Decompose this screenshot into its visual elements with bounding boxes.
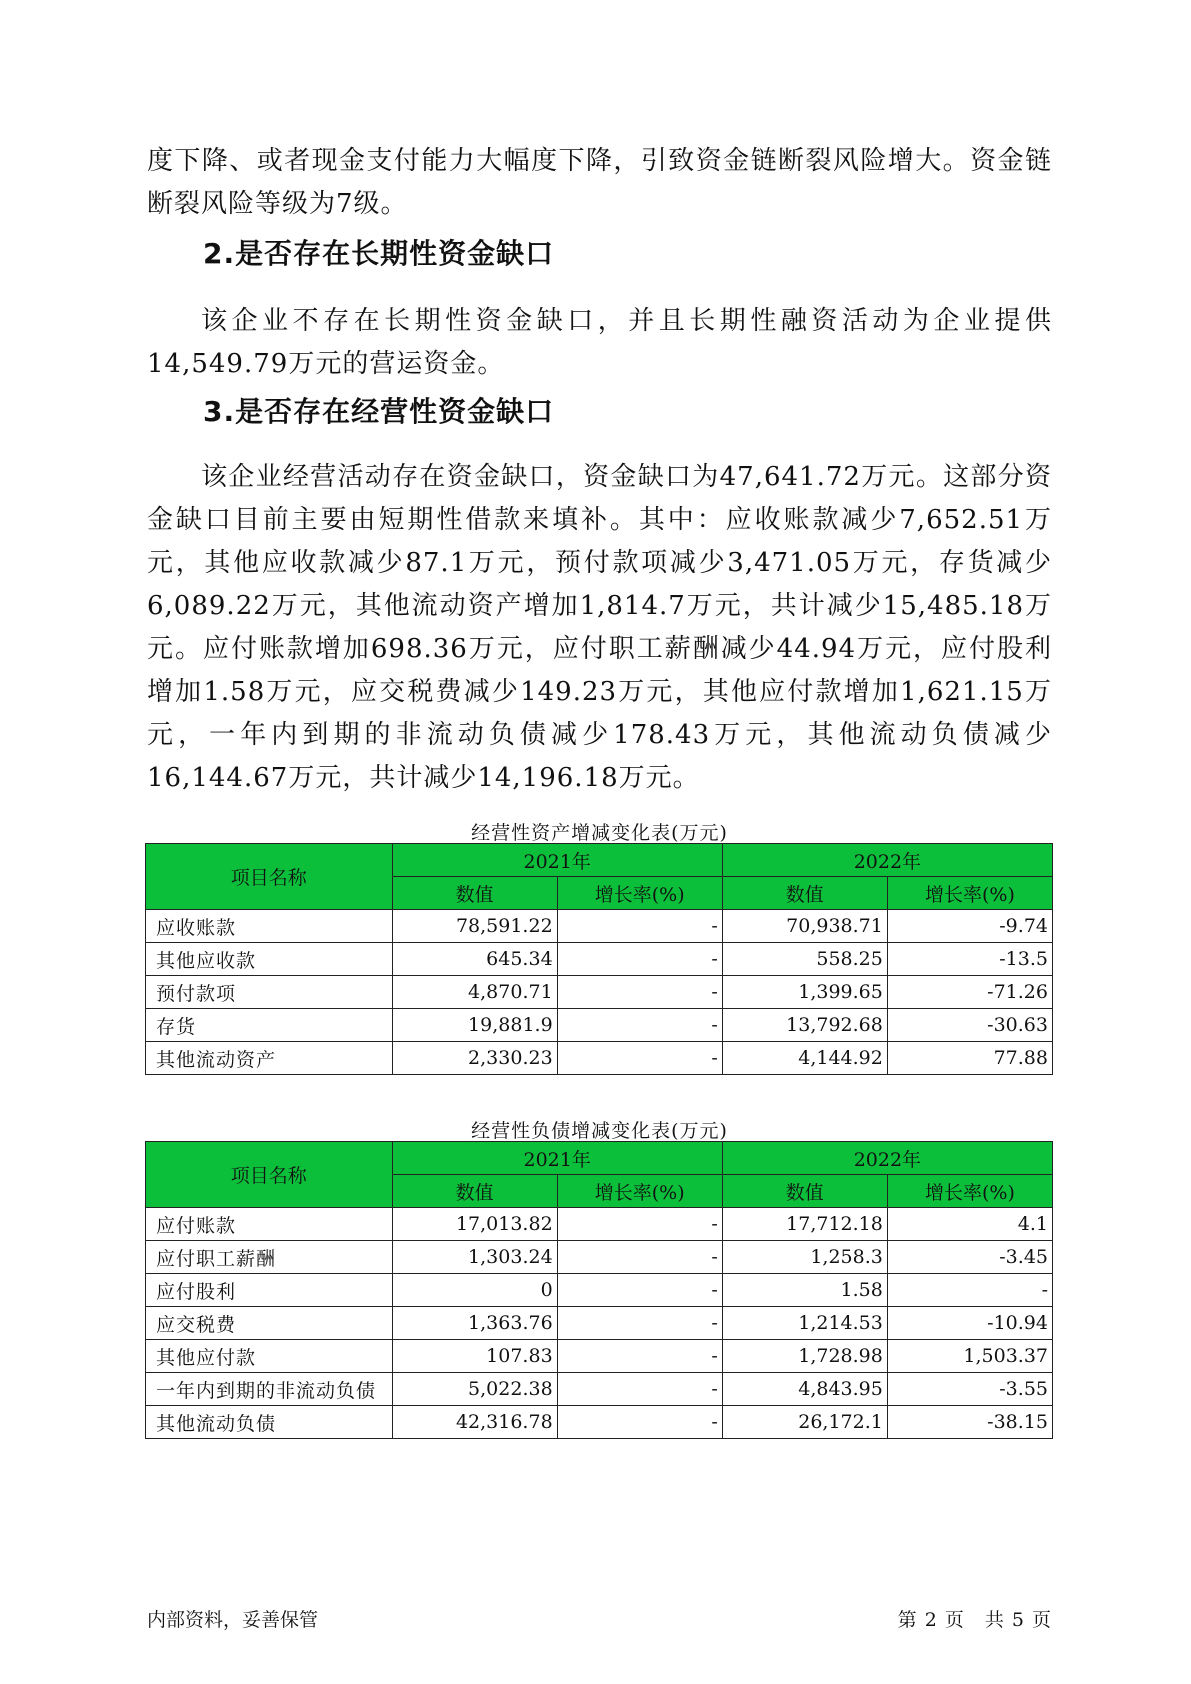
value-2022: 4,843.95 [722,1373,887,1406]
growth-2021: - [557,1274,722,1307]
value-2021: 107.83 [392,1340,557,1373]
growth-2022: -3.55 [887,1373,1052,1406]
value-2021: 1,303.24 [392,1241,557,1274]
value-2022: 1,728.98 [722,1340,887,1373]
header-growth-2022: 增长率(%) [887,1175,1052,1208]
growth-2022: 4.1 [887,1208,1052,1241]
table-row [146,1274,1053,1307]
assets-table-title: 经营性资产增减变化表(万元) [471,822,728,844]
row-name: 其他应付款 [146,1340,393,1373]
paragraph-operating-gap: 该企业经营活动存在资金缺口，资金缺口为47,641.72万元。这部分资金缺口目前主要由短期性借款来填补。其中：应收账款减少7,652.51万元，其他应收款减少87.1万元，预付款项减少3,471.05万元，存货减少6,089.22万元，其他流动资产增加1,814.7万元，共计减少15,485.18万元。应付账款增加698.36万元，应付职工薪酬减少44.94万元，应付股利增加1.58万元，应交税费减少149.23万元，其他应付款增加1,621.15万元，一年内到期的非流动负债减少178.43万元，其他流动负债减少16,144.67万元，共计减少14,196.18万元。 [147,462,1052,793]
heading-operating-gap: 3.是否存在经营性资金缺口 [203,395,555,428]
value-2021: 5,022.38 [392,1373,557,1406]
table-row [146,976,1053,1009]
value-2022: 1.58 [722,1274,887,1307]
growth-2022: - [887,1274,1052,1307]
growth-2022: -9.74 [887,910,1052,943]
value-2022: 26,172.1 [722,1406,887,1439]
value-2022: 17,712.18 [722,1208,887,1241]
growth-2021: - [557,1241,722,1274]
header-growth-2021: 增长率(%) [557,1175,722,1208]
growth-2021: - [557,1042,722,1075]
header-item-name: 项目名称 [146,844,393,910]
value-2021: 1,363.76 [392,1307,557,1340]
table-row [146,1307,1053,1340]
growth-2022: -10.94 [887,1307,1052,1340]
growth-2021: - [557,1373,722,1406]
growth-2022: -3.45 [887,1241,1052,1274]
row-name: 预付款项 [146,976,393,1009]
table-row [146,1241,1053,1274]
liabilities-table [145,1141,1053,1439]
header-year-2021: 2021年 [392,844,722,877]
header-value-2022: 数值 [722,1175,887,1208]
footer-page-number: 第 2 页 共 5 页 [897,1609,1052,1631]
table-row [146,1042,1053,1075]
growth-2021: - [557,976,722,1009]
growth-2022: 77.88 [887,1042,1052,1075]
value-2021: 2,330.23 [392,1042,557,1075]
value-2021: 42,316.78 [392,1406,557,1439]
header-value-2021: 数值 [392,1175,557,1208]
growth-2021: - [557,1009,722,1042]
value-2021: 0 [392,1274,557,1307]
paragraph-risk-level: 度下降、或者现金支付能力大幅度下降，引致资金链断裂风险增大。资金链断裂风险等级为7级。 [147,146,1052,219]
growth-2021: - [557,1307,722,1340]
row-name: 应收账款 [146,910,393,943]
table-row [146,943,1053,976]
row-name: 其他流动负债 [146,1406,393,1439]
value-2021: 4,870.71 [392,976,557,1009]
growth-2021: - [557,1406,722,1439]
value-2021: 78,591.22 [392,910,557,943]
header-year-2021: 2021年 [392,1142,722,1175]
growth-2022: -13.5 [887,943,1052,976]
heading-long-term-gap: 2.是否存在长期性资金缺口 [203,237,555,270]
growth-2021: - [557,1208,722,1241]
row-name: 应付账款 [146,1208,393,1241]
value-2022: 1,214.53 [722,1307,887,1340]
growth-2022: -71.26 [887,976,1052,1009]
header-growth-2021: 增长率(%) [557,877,722,910]
table-row [146,1208,1053,1241]
header-growth-2022: 增长率(%) [887,877,1052,910]
value-2021: 645.34 [392,943,557,976]
header-year-2022: 2022年 [722,1142,1052,1175]
assets-table [145,843,1053,1075]
row-name: 一年内到期的非流动负债 [146,1373,393,1406]
table-row [146,1009,1053,1042]
header-year-2022: 2022年 [722,844,1052,877]
liabilities-table-title: 经营性负债增减变化表(万元) [471,1120,728,1142]
growth-2021: - [557,910,722,943]
table-row [146,1373,1053,1406]
value-2022: 13,792.68 [722,1009,887,1042]
value-2022: 1,399.65 [722,976,887,1009]
header-value-2021: 数值 [392,877,557,910]
table-row [146,1406,1053,1439]
value-2021: 17,013.82 [392,1208,557,1241]
row-name: 其他流动资产 [146,1042,393,1075]
row-name: 应付股利 [146,1274,393,1307]
growth-2022: -38.15 [887,1406,1052,1439]
header-value-2022: 数值 [722,877,887,910]
value-2022: 1,258.3 [722,1241,887,1274]
row-name: 其他应收款 [146,943,393,976]
table-row [146,910,1053,943]
growth-2021: - [557,1340,722,1373]
footer-confidential-note: 内部资料，妥善保管 [147,1609,319,1631]
header-item-name: 项目名称 [146,1142,393,1208]
value-2022: 70,938.71 [722,910,887,943]
value-2021: 19,881.9 [392,1009,557,1042]
growth-2021: - [557,943,722,976]
row-name: 应交税费 [146,1307,393,1340]
growth-2022: -30.63 [887,1009,1052,1042]
row-name: 存货 [146,1009,393,1042]
row-name: 应付职工薪酬 [146,1241,393,1274]
growth-2022: 1,503.37 [887,1340,1052,1373]
paragraph-long-term-gap: 该企业不存在长期性资金缺口，并且长期性融资活动为企业提供14,549.79万元的营运资金。 [147,306,1052,379]
value-2022: 4,144.92 [722,1042,887,1075]
table-row [146,1340,1053,1373]
value-2022: 558.25 [722,943,887,976]
